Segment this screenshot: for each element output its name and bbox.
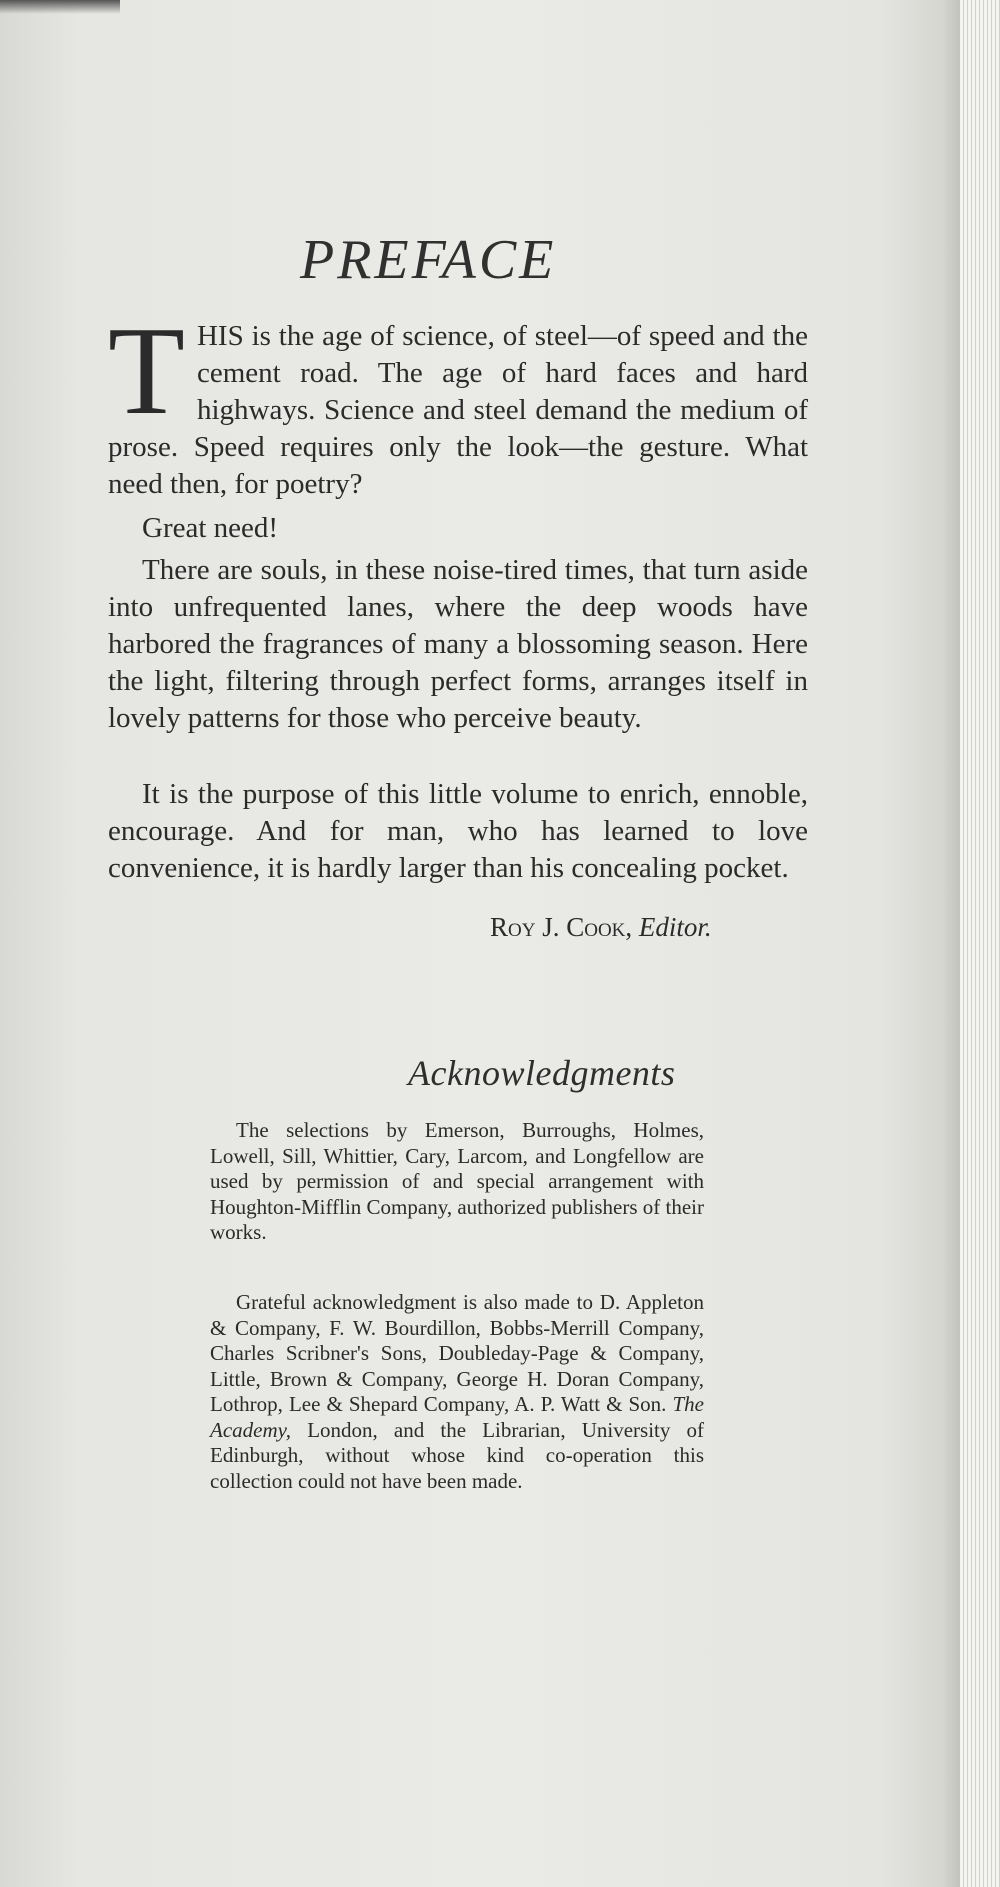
page-edges [960, 0, 1000, 1887]
great-need-paragraph: Great need! [142, 512, 279, 544]
ack-text-before: Grateful acknowledgment is also made to D. Appleton & Company, F. W. Bourdillon, Bobbs-Merrill Company, Charles Scribner's Sons, Doubleday-Page & Company, Little, Brown & Company, George H. Doran Company, Lothrop, Lee & Shepard Company, A. P. Watt & Son. [210, 1290, 704, 1416]
preface-intro-paragraph [108, 302, 808, 503]
ack-text-after: London, and the Librarian, University of Edinburgh, without whose kind co-operation this collection could not have been made. [210, 1417, 705, 1493]
editor-name: Roy J. Cook, [490, 912, 633, 942]
ack-publication-title: The Academy, [210, 1392, 704, 1442]
purpose-paragraph: It is the purpose of this little volume to enrich, ennoble, encourage. And for man, who has learned to love convenience, it is hardly larger than his concealing pocket. [108, 778, 808, 884]
drop-cap: T [108, 302, 185, 441]
page-shadow [942, 0, 960, 1887]
acknowledgments-paragraph-1: The selections by Emerson, Burroughs, Holmes, Lowell, Sill, Whittier, Cary, Larcom, and Longfellow are used by permission of and special arrangement with Houghton-Mifflin Company, authorized publishers of their works. [210, 1118, 705, 1244]
preface-title: PREFACE [300, 229, 557, 291]
editor-role: Editor. [638, 912, 712, 942]
souls-paragraph: There are souls, in these noise-tired times, that turn aside into unfrequented lanes, where the deep woods have harbored the fragrances of many a blossoming season. Here the light, filtering through perfect forms, arranges itself in lovely patterns for those who perceive beauty. [108, 554, 808, 734]
acknowledgments-paragraph-2 [210, 1290, 704, 1494]
acknowledgments-title: Acknowledgments [408, 1053, 676, 1093]
editor-signature [490, 912, 712, 943]
intro-text: HIS is the age of science, of steel—of speed and the cement road. The age of hard faces and hard highways. Science and steel demand the medium of prose. Speed requires only the look—the gesture. What need then, for poetry? [108, 320, 808, 500]
